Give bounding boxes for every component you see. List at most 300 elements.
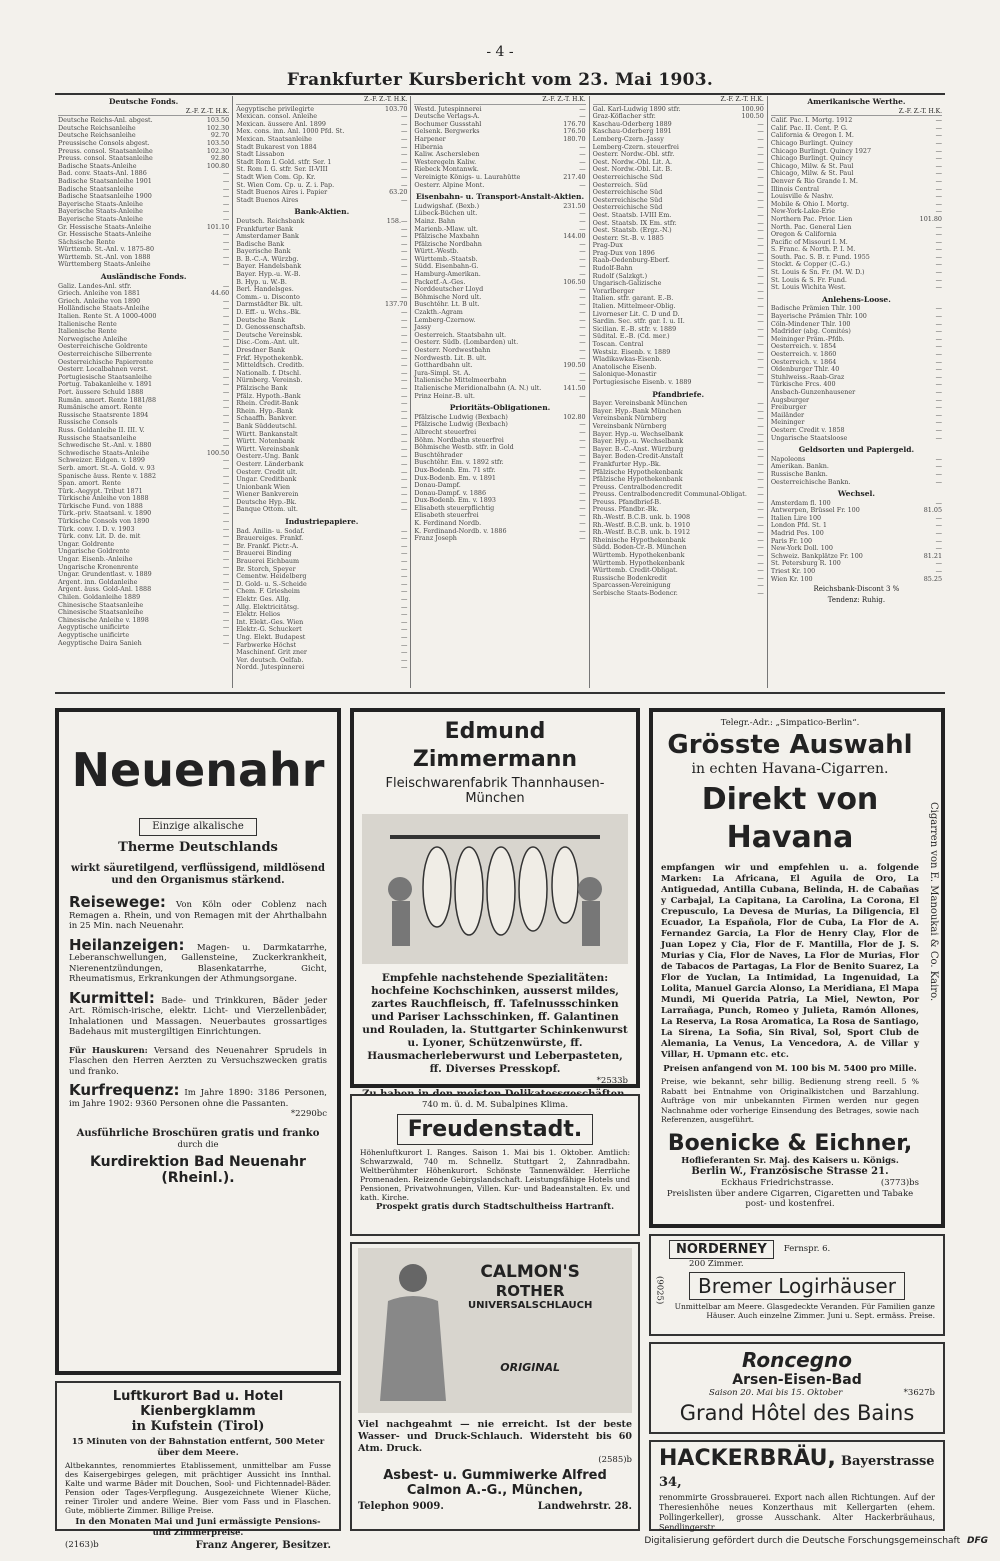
kurs-price: — [222,494,230,503]
kurs-security-name: Triest Kr. 100 [770,567,816,576]
kurs-price: 231.50 [563,201,586,210]
kurs-price: — [222,296,230,305]
kurs-column-3 [411,96,589,688]
kurs-security-name: Oesterreich. v. 1854 [770,342,837,351]
kurs-price: — [757,119,764,128]
norderney-text: Unmittelbar am Meere. Glasgedeckte Veranden. Für Familien ganze Häuser. Auch einzelne Zimmer. Juni u. Sept. ermäss. Preise. [674,1301,935,1320]
kurs-row [771,435,942,443]
kurs-price: — [935,275,943,284]
kurs-row [58,261,229,269]
kurs-security-name: Elektr.-G. Schuckert [236,625,302,634]
kufstein-owner: Franz Angerer, Besitzer. [195,1540,331,1551]
kurs-price: — [757,241,764,250]
kurs-price: — [579,308,586,317]
kurs-security-name: Deutsche Vereinsbk. [236,330,303,339]
kurs-price: — [222,562,230,571]
kurs-security-name: Prag-Dux [592,241,623,250]
kurs-price: — [757,528,764,537]
section-heading: Bank-Aktien. [294,207,350,217]
ad-norderney [649,1234,945,1336]
kufstein-code: (2163)b [65,1540,99,1550]
kurs-security-name: Bayer. B.-C.-Anst. Würzburg [592,444,684,453]
kurs-price: — [935,312,943,321]
zimmermann-company: Fleischwarenfabrik Thannhausen-München [385,776,605,806]
kurs-price: 81.05 [923,506,943,515]
kurs-price: 103.70 [385,104,408,113]
kurs-price: — [935,513,943,522]
kurs-security-name: Freiburger [770,403,807,412]
kurs-price: — [222,585,230,594]
kurs-price: — [401,232,408,241]
kurs-security-name: Oesterr. St.-B. v. 1885 [592,233,664,242]
kurs-security-name: Oldenburger Thlr. 40 [770,365,840,374]
kurs-price: — [757,581,764,590]
kurs-price: — [757,248,764,257]
title-rule [55,93,945,95]
kurs-security-name: Oesterr. Nordwestbahn [414,346,491,354]
kurs-price: — [401,247,408,256]
kufstein-distance: 15 Minuten von der Bahnstation entfernt, 500 Meter über dem Meere. [71,1437,325,1458]
kurs-security-name: Ungar. Grundentlast. v. 1889 [58,570,152,579]
kurs-price: 63.20 [389,188,408,197]
kurs-price: — [401,595,408,603]
kurs-price: — [222,281,230,290]
kurs-price: — [935,410,943,419]
page-title: Frankfurter Kursbericht vom 23. Mai 1903. [286,70,714,90]
kurs-price: — [401,270,408,279]
kurs-security-name: Ungar. Goldrente [58,539,115,548]
kurs-price: — [757,134,764,143]
kurs-security-name: Calif. Pac. I. Mortg. 1912 [770,116,853,125]
kurs-security-name: Pfälzische Maxbahn [414,232,480,241]
kurs-security-name: Oesterreichische Süd [592,172,663,181]
kurs-price: — [401,361,408,370]
kurs-price: — [401,346,408,354]
calmon-original: ORIGINAL [500,1361,561,1374]
kurs-security-name: Westd. Jutespinnerei [414,104,482,113]
kurs-price: — [222,357,230,366]
kurs-price: — [935,131,943,140]
kurs-security-name: Sparcassen-Vereinigung [592,581,671,590]
kurs-security-name: Rudolf-Bahn [592,264,633,273]
kurs-security-name: Westsiz. Eisenb. v. 1889 [592,347,671,356]
kurs-security-name: Deutsche Bank [236,315,286,324]
kurs-price: 92.70 [210,131,230,140]
kurs-row [414,535,585,543]
kurs-price: — [757,370,764,379]
kurs-security-name: Stockt. & Copper (C.-G.) [770,260,850,269]
kufstein-offer: In den Monaten Mai und Juni ermässigte Pensions- und Zimmerpreise. [75,1517,321,1538]
kurs-price: — [579,534,586,543]
neuenahr-kur-label: Kurmittel: [69,988,155,1007]
kurs-security-name: London Pfd. St. 1 [770,521,827,530]
roncegno-name: Roncegno [741,1348,853,1372]
kurs-price: 81.21 [923,551,943,560]
kurs-price: — [935,138,943,147]
kurs-security-name: Ver. deutsch. Oelfab. [236,655,304,664]
kurs-price: — [579,315,586,324]
kurs-security-name: Oesterreich. Süd [592,180,648,189]
kurs-price: — [222,334,230,343]
kurs-security-name: Württemberg Staats-Anleihe [58,260,151,269]
kurs-price: — [401,467,408,476]
kurs-price: — [579,376,586,385]
kurs-rows [414,414,585,543]
kurs-price: — [757,406,764,415]
kurs-rows [236,218,407,514]
kurs-price: — [222,441,230,450]
section-heading: Eisenbahn- u. Transport-Anstalt-Aktien. [415,192,585,202]
norderney-zimmer: 200 Zimmer. [689,1259,744,1269]
kurs-security-name: Chinesische Anleihe v. 1898 [58,615,149,624]
kurs-price: 176.50 [563,127,586,136]
kurs-price: 106.50 [563,277,586,286]
kurs-security-name: Mailänder [770,410,805,419]
norderney-place: NORDERNEY [669,1240,774,1259]
kurs-price: — [401,195,408,204]
kurs-price: — [579,165,586,174]
freudenstadt-prospekt: Prospekt gratis durch Stadtschultheiss Hartranft. [375,1201,615,1212]
kurs-security-name: D. Gold- u. S.-Scheide [236,579,307,588]
kurs-security-name: Italienische Rente [58,327,117,336]
kurs-price: — [757,332,764,341]
kurs-price: — [757,256,764,265]
kurs-security-name: Anatolische Eisenb. [592,362,657,371]
kurs-price: — [757,399,764,408]
kurs-price: — [935,176,943,185]
kurs-price: — [401,112,408,121]
kurs-security-name: Prag-Dux von 1896 [592,248,655,257]
kurs-security-name: Oesterreich. v. 1864 [770,357,837,366]
kurs-price: — [222,192,230,201]
kurs-price: — [401,640,408,649]
kurs-price: — [757,467,764,476]
kurs-security-name: Dux-Bodenb. Em. v. 1891 [414,473,496,482]
kurs-price: — [935,403,943,412]
kurs-price: 217.40 [563,172,586,181]
kurs-price: — [579,150,586,159]
kurs-row [236,506,407,514]
kurs-security-name: Amsterdamer Bank [236,232,299,241]
kurs-security-name: Oesterreichische Silberrente [58,350,152,358]
kurs-price: — [757,551,764,560]
kurs-price: — [935,342,943,351]
kurs-price: — [401,541,408,550]
kurs-security-name: Kaliw. Aschersleben [414,150,480,159]
kurs-row [593,379,764,387]
kurs-price: — [757,377,764,386]
kurs-rows [771,117,942,292]
kurs-security-name: Ungarisch-Galizische [592,279,662,288]
kurs-security-name: Gelsenk. Bergwerks [414,127,480,136]
kurs-price: — [222,623,230,632]
kurs-security-name: Bayer. Hyp.-u. W.-B. [236,270,301,279]
kurs-price: — [935,199,943,208]
kurs-security-name: Disc.-Com.-Ant. ult. [236,338,300,347]
section-heading: Pfandbriefe. [652,389,705,399]
kurs-price: — [401,239,408,248]
kurs-price: — [579,519,586,528]
havana-address: Berlin W., Französische Strasse 21. [691,1166,889,1177]
kurs-price: — [401,330,408,339]
kurs-security-name: Russ. Goldanleihe II. III. V. [58,425,145,434]
kurs-price: — [579,104,586,113]
kurs-security-name: Bayer. Hyp.-Bank München [592,406,682,415]
kurs-security-name: Ungarische Goldrente [58,547,130,556]
kurs-price: — [401,632,408,641]
kurs-security-name: Rudolf (Salzkgt.) [592,271,648,280]
kurs-security-name: Russische Staatsrente 1894 [58,410,149,419]
kurs-price: — [222,524,230,533]
kurs-price: — [401,406,408,415]
kurs-security-name: Dux-Bodenb. Em. v. 1893 [414,496,496,505]
woman-figure-icon [368,1256,458,1406]
kurs-security-name: Russische Bankn. [770,469,828,478]
calmon-claim: Viel nachgeahmt — nie erreicht. Ist der beste Wasser- und Druck-Schlauch. Widersteht bis 60 Atm. Druck. [358,1419,632,1454]
kurs-security-name: Salonique-Monastir [592,370,657,379]
kurs-price: — [222,372,230,381]
kurs-price: 103.50 [206,138,230,147]
freudenstadt-title: Freudenstadt. [397,1114,593,1145]
kurs-security-name: Preussische Consols abgest. [58,138,150,147]
discount-note: Reichsbank-Discont 3 % [813,585,900,594]
kurs-price: 100.80 [206,161,230,170]
kurs-price: — [222,539,230,548]
kurs-security-name: Russische Staatsanleihe [58,433,137,442]
kurs-security-name: Augsburger [770,395,810,404]
kurs-security-name: Preuss. Centralbodencredit Communal-Obligat. [592,490,747,499]
kurs-price: — [222,547,230,556]
kurs-price: — [222,169,230,178]
kurs-security-name: Badische Staatsanleihe 1900 [58,192,152,201]
kurs-price: — [401,497,408,506]
kurs-price: — [579,270,586,279]
kurs-rows [414,203,585,400]
kurs-security-name: Chicago, Milw. & St. Paul [770,161,854,170]
kurs-row [593,590,764,598]
freudenstadt-top: 740 m. ü. d. M. Subalpines Klima. [421,1100,569,1110]
kurs-security-name: Südd. Eisenbahn-G. [414,262,479,271]
kurs-security-name: Bayerische Bank [236,247,291,256]
kurs-security-name: Oesterr. Credit v. 1858 [770,425,845,434]
column-labels: Z.-F. Z.-T. H.K. [236,96,407,105]
kurs-security-name: Br. Frankf. Pictr.-A. [236,541,299,550]
kurs-price: — [757,520,764,529]
kurs-security-name: Rh.-Westf. B.C.B. unk. b. 1912 [592,528,691,537]
kurs-security-name: Aegyptische Daira Sanieh [58,638,142,647]
kurs-price: — [579,488,586,497]
kurs-security-name: Mexican. consol. Anleihe [236,112,318,121]
kurs-security-name: Frankfurter Hyp.-Bk. [592,459,661,468]
kurs-security-name: Rumänische amort. Rente [58,403,143,412]
kurs-price: — [401,165,408,174]
digitization-text: Digitalisierung gefördert durch die Deutsche Forschungsgemeinschaft [644,1536,961,1546]
kurs-price: — [935,529,943,538]
calmon-banner-3: UNIVERSALSCHLAUCH [468,1300,593,1311]
kurs-price: — [935,521,943,530]
kurs-security-name: Oest. Staatsb. (Ergz.-N.) [592,226,672,235]
kurs-price: — [579,157,586,166]
kurs-price: — [579,285,586,294]
neuenahr-durch: durch die [177,1139,219,1150]
kurs-price: — [757,309,764,318]
kurs-price: — [222,312,230,321]
kurs-price: — [579,216,586,225]
kurs-security-name: Jassy [414,323,431,332]
kurs-security-name: Oesterr. Credit ult. [236,467,298,476]
kurs-price: — [222,425,230,434]
kurs-price: — [401,323,408,332]
kurs-security-name: Calif. Pac. II. Cent. P. G. [770,123,848,132]
kurs-security-name: Württemb. Hypothekenbank [592,558,685,567]
kurs-security-name: Serbische Staats-Bodencr. [592,589,678,597]
kurs-price: — [579,262,586,271]
kurs-security-name: Unionbank Wien [236,482,291,491]
kurs-security-name: Türkische Fund. von 1888 [58,501,143,510]
kurs-security-name: K. Ferdinand-Nordb. v. 1886 [414,526,507,535]
kurs-price: 102.80 [563,412,586,421]
digitization-note [644,1536,988,1546]
kurs-security-name: Pfälzische Bank [236,383,288,392]
kurs-price: 103.50 [206,116,230,125]
kurs-price: — [401,579,408,588]
kurs-security-name: Preuss. Pfandbrief-B. [592,497,662,506]
kurs-security-name: Northern Pac. Prior. Lien [770,214,853,223]
kurs-security-name: Aegyptische privilegirte [236,104,315,113]
havana-preise-2: Preise, wie bekannt, sehr billig. Bedienung streng reell. 5 % Rabatt bei Entnahme von Originalkistchen und Barzahlung. Aufträge von mir unbekannten Firmen werden nur gegen Nachnahme oder vorherige Einsendung des Betrages, sowie nach Referenzen, ausgeführt. [661,1077,919,1124]
kurs-security-name: Oesterr. Localbahnen verst. [58,365,149,374]
kurs-price: — [935,184,943,193]
kurs-security-name: Oest. Nordw.-Obl. Lit. A. [592,157,673,166]
kurs-security-name: Preuss. consol. Staatsanleihe [58,154,153,163]
zimmermann-text: Empfehle nachstehende Spezialitäten: hochfeine Kochschinken, ausserst mildes, zartes Rauchfleisch, ff. Tafelnussschinken und Pariser Lachsschinken, ff. Galantinen und Rouladen, la. Stuttgarter Schinkenwurst u. Lyoner, Schützenwürste, ff. Hausmacherleberwurst und Leberpasteten, ff. Diverses Presskopf. [362,972,628,1075]
kurs-security-name: Württ.-Westb. [414,247,459,256]
kurs-security-name: Pfälzische Hypothekenbank [592,467,683,476]
kurs-security-name: Deutsche Reichsanleihe [58,123,136,132]
kurs-price: — [935,319,943,328]
kurs-price: — [401,224,408,233]
havana-marken: empfangen wir und empfehlen u. a. folgende Marken: La Africana, El Aguila de Oro, La Antiguedad, Antilla Cubana, Belinda, H. de Cabañas y Carbajal, La Capitana, La Carolina, La Corona, El Crepusculo, La Devesa de Murias, La Diligencia, El Ecuador, La Española, Flor de Cuba, La Flor de A. Fernandez Garcia, La Flor de Henry Clay, Flor de Juan Lopez y Cia, Flor de F. Mantilla, Flor de J. S. Murias y Cia, Flor de Naves, La Flor de Murias, Flor de Tabacos de Partagas, La Flor de Benito Suarez, La Flor de Yuclan, La Intimidad, La Ingenuidad, La Lolita, Manuel Garcia Alonso, La Meridiana, El Mapa Mundi, Mi Querida Patria, La Miel, Newton, Por Larrañaga, Punch, Romeo y Julieta, Ramón Allones, La Reserva, La Rosa Aromatica, La Rosa de Santiago, La Sirena, La Sofia, Sin Rival, Sol, Sport Club de Alemania, La Venus, La Vencedora, A. de Villar y Villar, H. Upmann etc. etc. [661,862,919,1060]
kurs-security-name: Ungarische Kronenrente [58,562,139,571]
kurs-security-name: Stadt Lissabon [236,150,285,159]
kurs-security-name: Bad. conv. Staats-Anl. 1886 [58,169,147,178]
kurs-security-name: Frankfurter Bank [236,224,293,233]
kurs-security-name: Lemberg-Czern. steuerfrei [592,142,679,151]
kurs-price: — [579,247,586,256]
kurs-price: — [579,481,586,490]
kurs-security-name: Oesterr.-Ung. Bank [236,452,299,461]
kurs-security-name: Oesterr. Länderbank [236,459,304,468]
kurs-price: 101.80 [919,214,943,223]
kurs-price: — [401,549,408,558]
kurs-security-name: Badische Prämien Thlr. 100 [770,304,861,313]
kurs-price: — [401,444,408,453]
kurs-price: — [222,237,230,246]
kurs-price: — [401,663,408,672]
kurs-price: — [222,501,230,510]
norderney-code: (9025) [654,1276,665,1305]
kurs-security-name: Oesterreichische Süd [592,203,663,212]
kurs-price: — [401,368,408,377]
kurs-price: — [935,498,943,507]
kurs-security-name: Ungarische Staatsloose [770,433,848,442]
kurs-security-name: Württemb. St.-Anl. von 1888 [58,252,151,261]
kurs-security-name: Elisabeth steuerpflichtig [414,503,495,512]
kurs-price: — [401,353,408,362]
neuenahr-code: *2290bc [290,1109,327,1119]
kurs-row [771,576,942,584]
kurs-price: — [579,292,586,301]
kurs-price: — [579,323,586,332]
kurs-price: — [757,127,764,136]
kurs-price: — [401,572,408,581]
kurs-security-name: California & Oregon I. M. [770,131,854,140]
kurs-security-name: Türk. conv. I. D. v. 1903 [58,524,135,533]
havana-title: Grösste Auswahl [667,729,913,760]
kurs-price: — [935,544,943,553]
kurs-price: — [222,630,230,639]
kurs-price: — [222,365,230,374]
kurs-security-name: Prinz Heinr.-B. ult. [414,391,475,400]
kurs-price: — [757,505,764,514]
kurs-security-name: Rhein. Hyp.-Bank [236,406,294,415]
kurs-price: — [222,410,230,419]
dfg-logo: DFG [966,1536,988,1546]
kurs-security-name: Bank Süddeutschl. [236,421,297,430]
kurs-security-name: Oesterreichische Bankn. [770,477,851,486]
kurs-price: — [757,347,764,356]
kurs-price: — [401,617,408,626]
kursbericht [55,96,945,688]
kurs-price: — [935,154,943,163]
calmon-phone: Telephon 9009. [358,1500,444,1512]
kurs-security-name: Lemberg-Czernow. [414,315,476,324]
kurs-price: — [935,146,943,155]
kurs-price: — [222,207,230,216]
kurs-security-name: Dresdner Bank [236,346,286,354]
kurs-price: — [222,199,230,208]
kurs-price: — [401,429,408,438]
kurs-security-name: Toscan. Central [592,340,644,348]
kurs-security-name: Norddeutscher Lloyd [414,285,484,294]
neuenahr-heil-text: Magen- u. Darmkatarrhe, Leberanschwellungen, Gallensteine, Zuckerkrankheit, Nierenentzündungen, Blasenkatarrhe, Gicht, Rheumatismus, Erkrankungen der Athmungsorgane. [69,942,327,984]
kurs-price: — [935,372,943,381]
kurs-price: 137.70 [385,300,408,309]
kurs-row [414,182,585,190]
kurs-price: — [222,387,230,396]
havana-telegr: Telegr.-Adr.: „Simpatico-Berlin“. [720,718,860,728]
kurs-rows [771,456,942,486]
kurs-price: — [579,300,586,309]
kurs-security-name: Oest. Staatsb. I-VIII Em. [592,210,672,219]
kurs-price: — [935,207,943,216]
kurs-price: — [401,414,408,423]
kufstein-title: Luftkurort Bad u. Hotel Kienbergklamm [112,1389,284,1419]
page-number: - 4 - [486,44,514,60]
kurs-price: — [757,362,764,371]
kurs-security-name: Cementw. Heidelberg [236,572,307,581]
kurs-security-name: Portugiesische Eisenb. v. 1889 [592,377,692,386]
kurs-security-name: North. Pac. General Lien [770,222,852,231]
kurs-price: — [222,532,230,541]
ad-freudenstadt [350,1094,640,1236]
kurs-price: — [757,317,764,326]
kurs-security-name: Ungar. Eisenb.-Anleihe [58,555,133,564]
kurs-security-name: Türkische Frcs. 400 [770,380,836,389]
kurs-security-name: Sicilian. E.-B. stfr. v. 1889 [592,324,677,333]
kurs-price: 176.70 [563,119,586,128]
kurs-security-name: Oesterreich. Staatsbahn ult. [414,330,507,339]
